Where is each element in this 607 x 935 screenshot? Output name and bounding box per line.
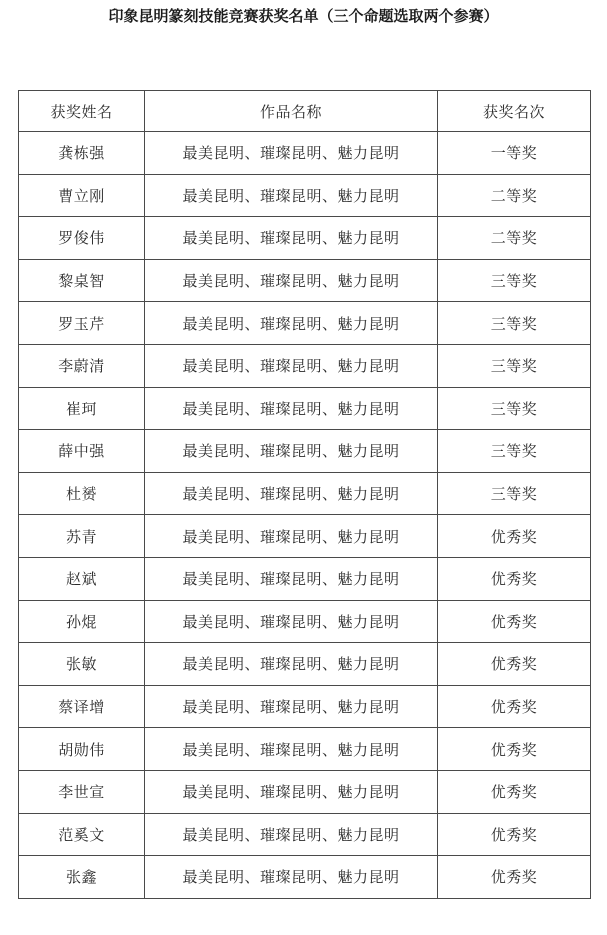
table-body [19,132,591,899]
cell-award-rank: 三等奖 [438,472,591,515]
cell-award-rank: 一等奖 [438,132,591,175]
table-row [19,217,591,260]
cell-award-rank: 优秀奖 [438,515,591,558]
cell-winner-name: 蔡译增 [19,685,145,728]
cell-work-title: 最美昆明、璀璨昆明、魅力昆明 [145,217,438,260]
cell-award-rank: 优秀奖 [438,643,591,686]
cell-award-rank: 三等奖 [438,302,591,345]
cell-winner-name: 曹立刚 [19,174,145,217]
cell-work-title: 最美昆明、璀璨昆明、魅力昆明 [145,259,438,302]
cell-award-rank: 优秀奖 [438,685,591,728]
table-row [19,302,591,345]
cell-work-title: 最美昆明、璀璨昆明、魅力昆明 [145,472,438,515]
cell-work-title: 最美昆明、璀璨昆明、魅力昆明 [145,643,438,686]
table-row [19,856,591,899]
award-winners-table [18,90,591,899]
cell-award-rank: 优秀奖 [438,728,591,771]
cell-winner-name: 张敏 [19,643,145,686]
cell-award-rank: 优秀奖 [438,770,591,813]
table-row [19,770,591,813]
cell-work-title: 最美昆明、璀璨昆明、魅力昆明 [145,728,438,771]
cell-award-rank: 优秀奖 [438,557,591,600]
table-row [19,557,591,600]
cell-work-title: 最美昆明、璀璨昆明、魅力昆明 [145,813,438,856]
cell-winner-name: 龚栋强 [19,132,145,175]
document-title: 印象昆明篆刻技能竞赛获奖名单（三个命题选取两个参赛） [108,7,499,25]
cell-winner-name: 崔珂 [19,387,145,430]
cell-winner-name: 李蔚清 [19,344,145,387]
cell-award-rank: 三等奖 [438,430,591,473]
cell-award-rank: 优秀奖 [438,813,591,856]
header-winner-name: 获奖姓名 [19,91,145,132]
header-award-rank: 获奖名次 [438,91,591,132]
table-row [19,685,591,728]
header-work-title: 作品名称 [145,91,438,132]
table-row [19,132,591,175]
table-row [19,515,591,558]
table-row [19,813,591,856]
cell-work-title: 最美昆明、璀璨昆明、魅力昆明 [145,515,438,558]
table-row [19,387,591,430]
cell-winner-name: 薛中强 [19,430,145,473]
cell-work-title: 最美昆明、璀璨昆明、魅力昆明 [145,430,438,473]
cell-work-title: 最美昆明、璀璨昆明、魅力昆明 [145,770,438,813]
cell-winner-name: 范奚文 [19,813,145,856]
cell-work-title: 最美昆明、璀璨昆明、魅力昆明 [145,557,438,600]
cell-work-title: 最美昆明、璀璨昆明、魅力昆明 [145,302,438,345]
cell-award-rank: 三等奖 [438,387,591,430]
cell-winner-name: 杜赟 [19,472,145,515]
cell-work-title: 最美昆明、璀璨昆明、魅力昆明 [145,174,438,217]
cell-work-title: 最美昆明、璀璨昆明、魅力昆明 [145,387,438,430]
cell-award-rank: 二等奖 [438,217,591,260]
cell-winner-name: 苏青 [19,515,145,558]
table-row [19,430,591,473]
cell-work-title: 最美昆明、璀璨昆明、魅力昆明 [145,132,438,175]
table-header-row [19,91,591,132]
cell-work-title: 最美昆明、璀璨昆明、魅力昆明 [145,600,438,643]
table-row [19,728,591,771]
cell-work-title: 最美昆明、璀璨昆明、魅力昆明 [145,685,438,728]
cell-winner-name: 孙焜 [19,600,145,643]
cell-winner-name: 赵斌 [19,557,145,600]
cell-award-rank: 三等奖 [438,259,591,302]
cell-winner-name: 李世宣 [19,770,145,813]
cell-award-rank: 优秀奖 [438,600,591,643]
table-row [19,472,591,515]
cell-winner-name: 黎桌智 [19,259,145,302]
cell-winner-name: 张鑫 [19,856,145,899]
table-row [19,174,591,217]
table-row [19,600,591,643]
cell-work-title: 最美昆明、璀璨昆明、魅力昆明 [145,856,438,899]
cell-winner-name: 胡勋伟 [19,728,145,771]
cell-award-rank: 二等奖 [438,174,591,217]
cell-award-rank: 三等奖 [438,344,591,387]
table-row [19,259,591,302]
cell-winner-name: 罗俊伟 [19,217,145,260]
table-row [19,643,591,686]
table-row [19,344,591,387]
cell-award-rank: 优秀奖 [438,856,591,899]
cell-winner-name: 罗玉芹 [19,302,145,345]
cell-work-title: 最美昆明、璀璨昆明、魅力昆明 [145,344,438,387]
